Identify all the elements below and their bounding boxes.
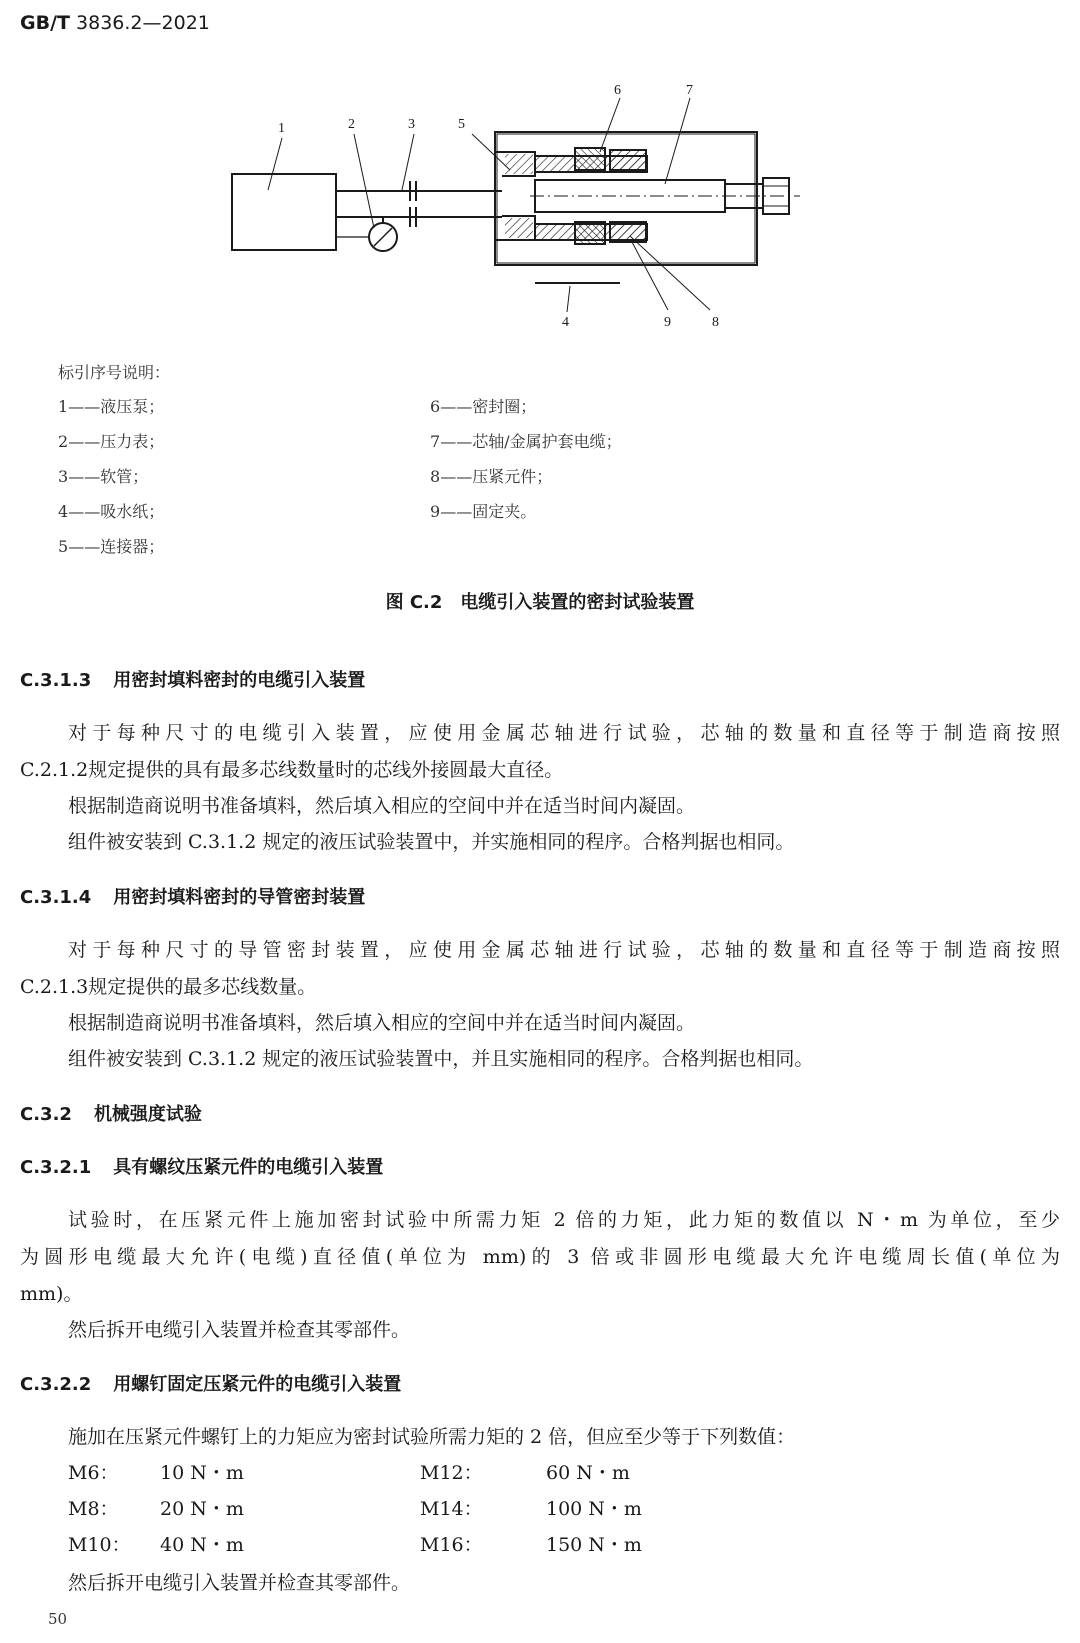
figure-caption-text: 电缆引入装置的密封试验装置 [460,592,695,613]
legend-item: 3——软管； [58,467,149,486]
section-heading: C.3.1.4 用密封填料密封的导管密封装置 [20,887,366,908]
torque-value: 20 N・m [160,1498,244,1520]
paragraph: C.2.1.2规定提供的具有最多芯线数量时的芯线外接圆最大直径。 [20,759,564,781]
hydraulic-pump [232,174,336,250]
paragraph: 为圆形电缆最大允许(电缆)直径值(单位为 mm)的 3 倍或非圆形电缆最大允许电缆周长值(单位为 [20,1246,1060,1268]
page-number: 50 [48,1610,68,1628]
callout-5: 5 [458,117,465,132]
paragraph: mm)。 [20,1283,83,1305]
callout-1: 1 [278,121,285,136]
figure-caption [0,588,1080,614]
compression-element [610,150,646,170]
legend-title: 标引序号说明： [58,363,171,382]
torque-value: 100 N・m [546,1498,642,1520]
legend-item: 9——固定夹。 [430,502,537,521]
paragraph: 试验时，在压紧元件上施加密封试验中所需力矩 2 倍的力矩，此力矩的数值以 N・m 为单位，至少 [68,1209,1060,1231]
section-heading: C.3.2 机械强度试验 [20,1104,202,1125]
section-heading: C.3.1.3 用密封填料密封的电缆引入装置 [20,670,366,691]
torque-value: 40 N・m [160,1534,244,1556]
torque-size: M6： [68,1462,119,1484]
legend-item: 8——压紧元件； [430,467,553,486]
paragraph: 对于每种尺寸的电缆引入装置，应使用金属芯轴进行试验，芯轴的数量和直径等于制造商按照 [68,722,1060,744]
torque-value: 60 N・m [546,1462,630,1484]
paragraph: C.2.1.3规定提供的最多芯线数量。 [20,976,317,998]
legend-item: 4——吸水纸； [58,502,165,521]
paragraph: 根据制造商说明书准备填料，然后填入相应的空间中并在适当时间内凝固。 [68,795,696,817]
legend-item: 2——压力表； [58,432,165,451]
callout-6: 6 [614,83,621,98]
legend-item: 1——液压泵； [58,397,165,416]
callout-8: 8 [712,315,719,330]
figure-c2-diagram [0,0,1080,345]
paragraph: 然后拆开电缆引入装置并检查其零部件。 [68,1319,411,1341]
paragraph: 组件被安装到 C.3.1.2 规定的液压试验装置中，并实施相同的程序。合格判据也相同。 [68,831,795,853]
torque-size: M8： [68,1498,119,1520]
callout-9: 9 [664,315,671,330]
paragraph: 施加在压紧元件螺钉上的力矩应为密封试验所需力矩的 2 倍，但应至少等于下列数值： [68,1426,796,1448]
torque-value: 10 N・m [160,1462,244,1484]
standard-number: 3836.2—2021 [76,12,210,34]
legend-item: 7——芯轴/金属护套电缆； [430,432,622,451]
callout-2: 2 [348,117,355,132]
torque-size: M14： [420,1498,483,1520]
paragraph: 然后拆开电缆引入装置并检查其零部件。 [68,1572,411,1594]
torque-size: M10： [68,1534,131,1556]
section-heading: C.3.2.2 用螺钉固定压紧元件的电缆引入装置 [20,1374,402,1395]
callout-3: 3 [408,117,415,132]
paragraph: 组件被安装到 C.3.1.2 规定的液压试验装置中，并且实施相同的程序。合格判据也相同。 [68,1048,814,1070]
callout-7: 7 [686,83,693,98]
legend-item: 5——连接器； [58,537,165,556]
legend-item: 6——密封圈； [430,397,537,416]
torque-value: 150 N・m [546,1534,642,1556]
paragraph: 对于每种尺寸的导管密封装置，应使用金属芯轴进行试验，芯轴的数量和直径等于制造商按照 [68,939,1060,961]
callout-4: 4 [562,315,569,330]
figure-caption-number: 图 C.2 [385,592,443,613]
standard-prefix: GB/T [20,12,70,34]
paragraph: 根据制造商说明书准备填料，然后填入相应的空间中并在适当时间内凝固。 [68,1012,696,1034]
section-heading: C.3.2.1 具有螺纹压紧元件的电缆引入装置 [20,1157,384,1178]
torque-size: M16： [420,1534,483,1556]
torque-size: M12： [420,1462,483,1484]
